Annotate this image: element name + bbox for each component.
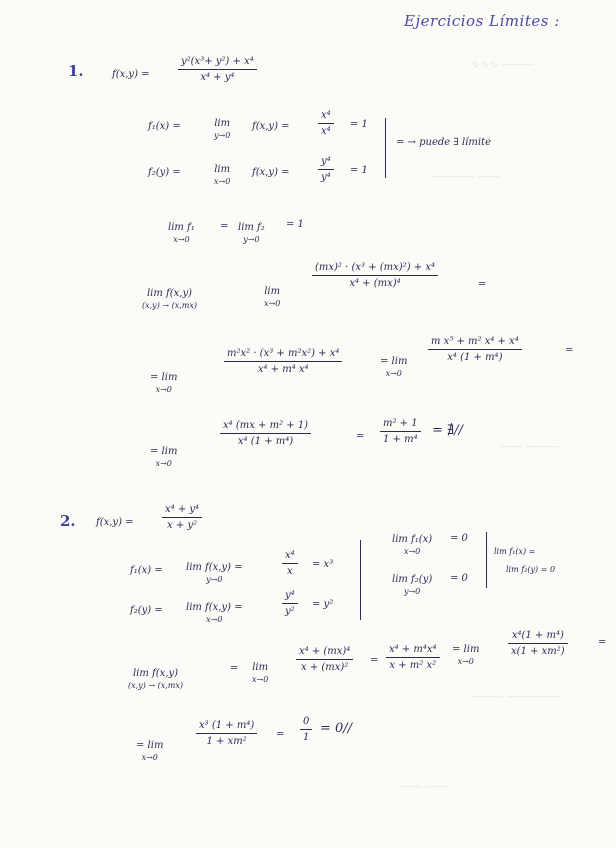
limit-subscript: y→0 [214,131,231,140]
ex2-brace [486,532,487,588]
ex1-f1-result: = 1 [350,119,368,130]
fraction-denominator: x + y² [167,520,198,531]
fraction-numerator: x⁴ [321,110,331,121]
limit-word: lim f₂ [238,222,265,233]
limit-word: = lim [136,740,164,751]
limit-word: = lim [150,372,178,383]
ex2-path-limit [128,668,183,690]
ex1-step3-fraction2 [380,418,421,445]
ex1-path-limit [142,288,197,310]
ex1-f2-label: f₂(y) = [148,167,181,178]
page-title: Ejercicios Límites : [404,12,560,30]
ex2-f2-label: f₂(y) = [130,605,163,616]
ex2-r-conclusion-2: lim f₂(y) = 0 [506,565,556,574]
ex1-step2-fraction [224,348,342,375]
ex2-f1-fraction [282,550,298,577]
ex2-r1-limit [392,534,432,556]
limit-subscript: x→0 [252,675,269,684]
fraction-denominator: x⁴ + m⁴ x⁴ [257,364,309,375]
ex1-equals: = [220,221,229,232]
ex2-f1-label: f₁(x) = [130,565,163,576]
ex2-path-fraction3 [508,630,568,657]
ex2-r2-result: = 0 [450,573,468,584]
fraction-denominator: x [287,566,293,577]
fraction-denominator: 1 + m⁴ [383,434,418,445]
limit-word: lim f₁(x) [392,534,433,545]
limit-subscript: x→0 [206,615,223,624]
ex1-equals-one: = 1 [286,219,304,230]
bleed-through-marks: ———— —— [430,170,500,183]
ex1-lim-f2 [238,222,265,244]
ex1-function-fraction [178,56,257,83]
limit-word: = lim [452,644,480,655]
ex1-path-limit-x [264,286,280,308]
limit-subscript: y→0 [206,575,223,584]
limit-subscript: x→0 [264,299,281,308]
fraction-denominator: x + (mx)² [301,662,349,673]
limit-subscript: x→0 [214,177,231,186]
limit-subscript: x→0 [141,753,158,762]
ex2-step-equals: = [276,729,285,740]
fraction-denominator: x⁴ + (mx)⁴ [349,278,401,289]
ex2-f2-result: = y² [312,599,334,610]
bleed-through-marks: ——— ————— [470,690,562,703]
bleed-through-marks: —— ——— [500,440,559,453]
ex1-final-result: = ∄// [432,423,463,438]
fraction-denominator: x⁴ (1 + m⁴) [237,436,294,447]
ex2-path-fraction2 [386,644,440,671]
limit-word: lim f₂(y) [392,574,433,585]
ex1-path-equals: = [478,279,487,290]
fraction-denominator: x + m² x² [389,660,437,671]
ex2-divider [360,540,361,620]
limit-word: lim [214,118,231,129]
ex2-function-fraction [162,504,202,531]
fraction-numerator: m x⁵ + m² x⁴ + x⁴ [431,336,519,347]
ex2-f2-fraction [282,590,298,617]
fraction-numerator: x⁴ [285,550,295,561]
limit-word: lim f₁ [168,222,195,233]
limit-subscript: x→0 [457,657,474,666]
fraction-numerator: x⁴ (mx + m² + 1) [223,420,309,431]
ex2-r2-limit [392,574,432,596]
fraction-numerator: (mx)² · (x³ + (mx)²) + x⁴ [315,262,435,273]
limit-subscript: x→0 [403,547,421,556]
ex2-step-fraction2 [300,716,312,743]
fraction-numerator: m² + 1 [383,418,418,429]
ex2-f1-limit [186,562,243,584]
limit-subscript: y→0 [243,235,260,244]
fraction-denominator: y² [285,606,295,617]
limit-word: lim f(x,y) = [186,602,243,613]
ex2-path-limit-x [252,662,268,684]
ex2-f2-limit [186,602,243,624]
fraction-denominator: x(1 + xm²) [511,646,565,657]
fraction-denominator: x⁴ (1 + m⁴) [447,352,503,363]
limit-subscript: x→0 [155,385,172,394]
limit-subscript: (x,y) → (x,mx) [142,301,197,310]
limit-word: lim f(x,y) [146,288,193,299]
limit-subscript: y→0 [403,587,421,596]
ex2-path-equals3: = [598,637,607,648]
ex1-step2-limit2 [380,356,407,378]
ex1-f2-fxy: f(x,y) = [252,167,290,178]
ex1-step2-limit [150,372,177,394]
ex1-function-denominator: x⁴ + y⁴ [200,72,235,83]
ex1-step2-fraction2 [428,336,522,363]
bleed-through-marks: ∿∿∿ ——— [470,58,535,71]
limit-word: lim [264,286,281,297]
limit-word: lim [214,164,231,175]
ex1-f1-fxy: f(x,y) = [252,121,290,132]
ex2-r1-result: = 0 [450,533,468,544]
ex1-f1-label: f₁(x) = [148,121,181,132]
ex1-step3-limit [150,446,177,468]
ex1-step3-equals: = [356,431,365,442]
ex2-function-label: f(x,y) = [96,517,134,528]
ex1-f1-limit [214,118,230,140]
ex1-path-fraction [312,262,438,289]
ex2-final-result: = 0// [320,721,353,736]
limit-subscript: x→0 [173,235,190,244]
bleed-through-marks: —— —— [400,780,448,793]
ex2-f1-result: = x³ [312,559,334,570]
limit-word: lim [252,662,269,673]
limit-word: lim f(x,y) [132,668,179,679]
ex1-step3-fraction [220,420,311,447]
ex2-step-limit [136,740,163,762]
fraction-numerator: x⁴(1 + m⁴) [511,630,564,641]
ex1-brace [385,118,386,178]
exercise-2-number: 2. [60,512,76,530]
limit-word: = lim [150,446,178,457]
fraction-numerator: y⁴ [321,156,331,167]
ex2-path-equals: = [370,655,379,666]
ex1-f2-limit [214,164,230,186]
ex2-path-fraction [296,646,353,673]
fraction-denominator: 1 + xm² [206,736,247,747]
limit-subscript: x→0 [155,459,172,468]
limit-word: = lim [380,356,408,367]
fraction-numerator: y⁴ [285,590,295,601]
ex1-f2-fraction [318,156,334,183]
ex2-path-limit3 [452,644,479,666]
limit-word: lim f(x,y) = [186,562,243,573]
ex1-step2-equals: = [565,345,574,356]
limit-subscript: (x,y) → (x,mx) [128,681,183,690]
ex2-step-fraction [196,720,257,747]
fraction-numerator: x⁴ + m⁴x⁴ [389,644,437,655]
fraction-numerator: m²x² · (x³ + m²x²) + x⁴ [227,348,340,359]
fraction-denominator: 1 [303,732,310,743]
ex1-f2-result: = 1 [350,165,368,176]
ex2-r-conclusion-1: lim f₁(x) = [494,547,536,556]
fraction-numerator: x⁴ + y⁴ [165,504,200,515]
ex1-conclusion: = → puede ∃ límite [396,137,491,148]
ex2-path-equals0: = [230,663,239,674]
ex1-lim-f1 [168,222,195,244]
fraction-numerator: x⁴ + (mx)⁴ [299,646,351,657]
fraction-denominator: x⁴ [321,126,331,137]
ex1-function-numerator: y²(x³+ y²) + x⁴ [181,56,254,67]
exercise-1-number: 1. [68,62,84,80]
ex1-function-label: f(x,y) = [112,69,150,80]
ex1-f1-fraction [318,110,334,137]
fraction-denominator: y⁴ [321,172,331,183]
fraction-numerator: x³ (1 + m⁴) [199,720,255,731]
fraction-numerator: 0 [303,716,310,727]
limit-subscript: x→0 [385,369,402,378]
